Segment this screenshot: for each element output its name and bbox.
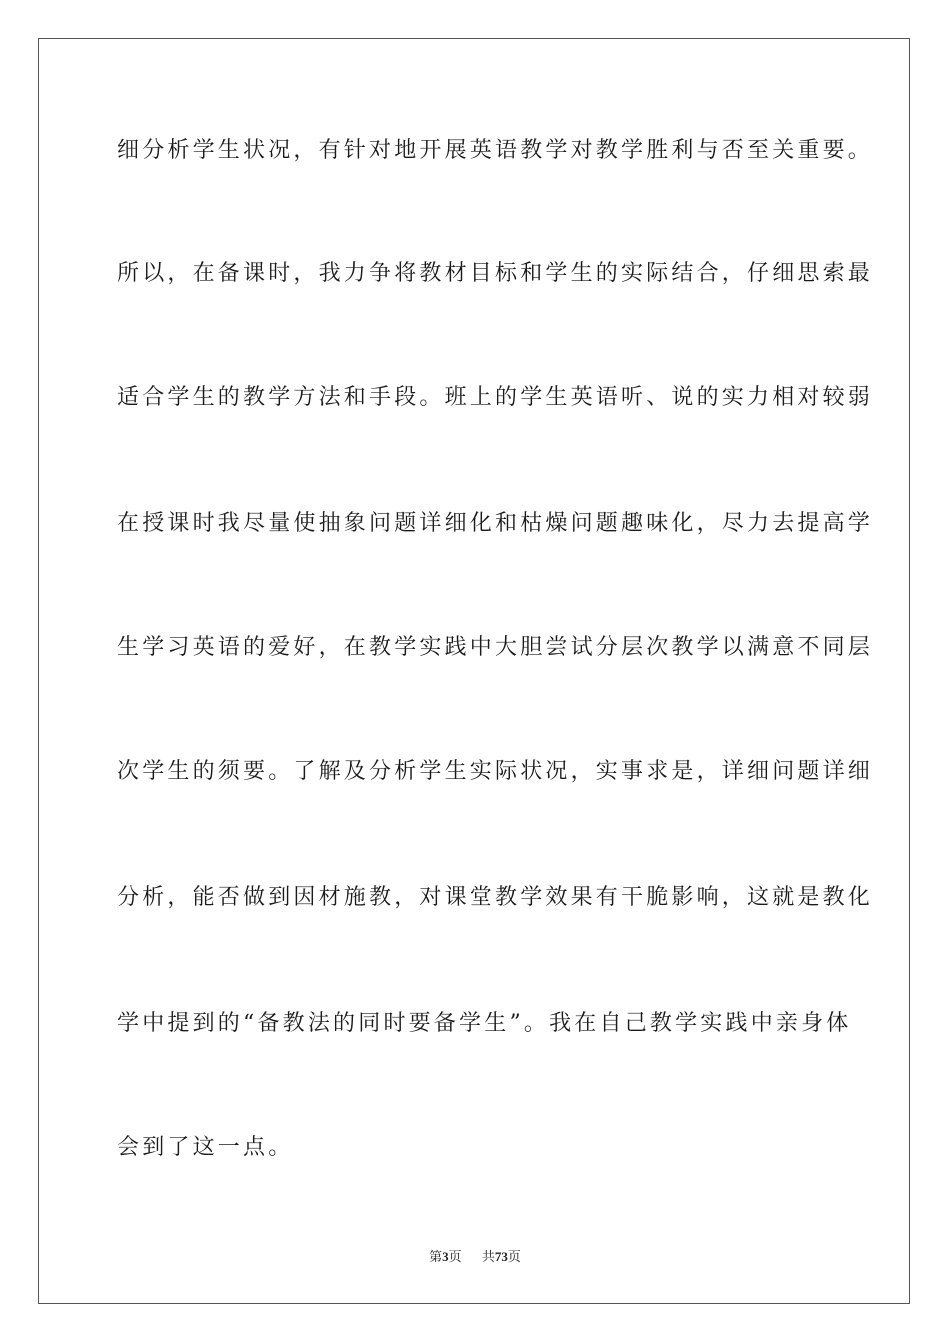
paragraph-line: 次学生的须要。了解及分析学生实际状况，实事求是，详细问题详细 xyxy=(117,759,874,784)
total-prefix: 共 xyxy=(481,1250,495,1265)
page-current: 3 xyxy=(442,1249,449,1264)
page-suffix: 页 xyxy=(448,1250,462,1265)
paragraph-line: 分析，能否做到因材施教，对课堂教学效果有干脆影响，这就是教化 xyxy=(117,885,874,910)
page-total-label xyxy=(482,1250,521,1265)
paragraph-line: 会到了这一点。 xyxy=(117,1135,294,1160)
page-border xyxy=(38,38,910,1304)
total-suffix: 页 xyxy=(507,1250,521,1265)
page-prefix: 第 xyxy=(429,1250,443,1265)
page-number-label xyxy=(429,1250,466,1265)
paragraph-line: 所以，在备课时，我力争将教材目标和学生的实际结合，仔细思索最 xyxy=(117,261,874,286)
paragraph-line: 学中提到的“备教法的同时要备学生”。我在自己教学实践中亲身体 xyxy=(117,1011,852,1036)
paragraph-line: 适合学生的教学方法和手段。班上的学生英语听、说的实力相对较弱 xyxy=(117,385,874,410)
page-total: 73 xyxy=(494,1249,508,1264)
paragraph-line: 在授课时我尽量使抽象问题详细化和枯燥问题趣味化，尽力去提高学 xyxy=(117,511,874,536)
page-footer xyxy=(0,1248,950,1267)
paragraph-line: 生学习英语的爱好，在教学实践中大胆尝试分层次教学以满意不同层 xyxy=(117,635,874,660)
paragraph-line: 细分析学生状况，有针对地开展英语教学对教学胜利与否至关重要。 xyxy=(117,138,874,163)
